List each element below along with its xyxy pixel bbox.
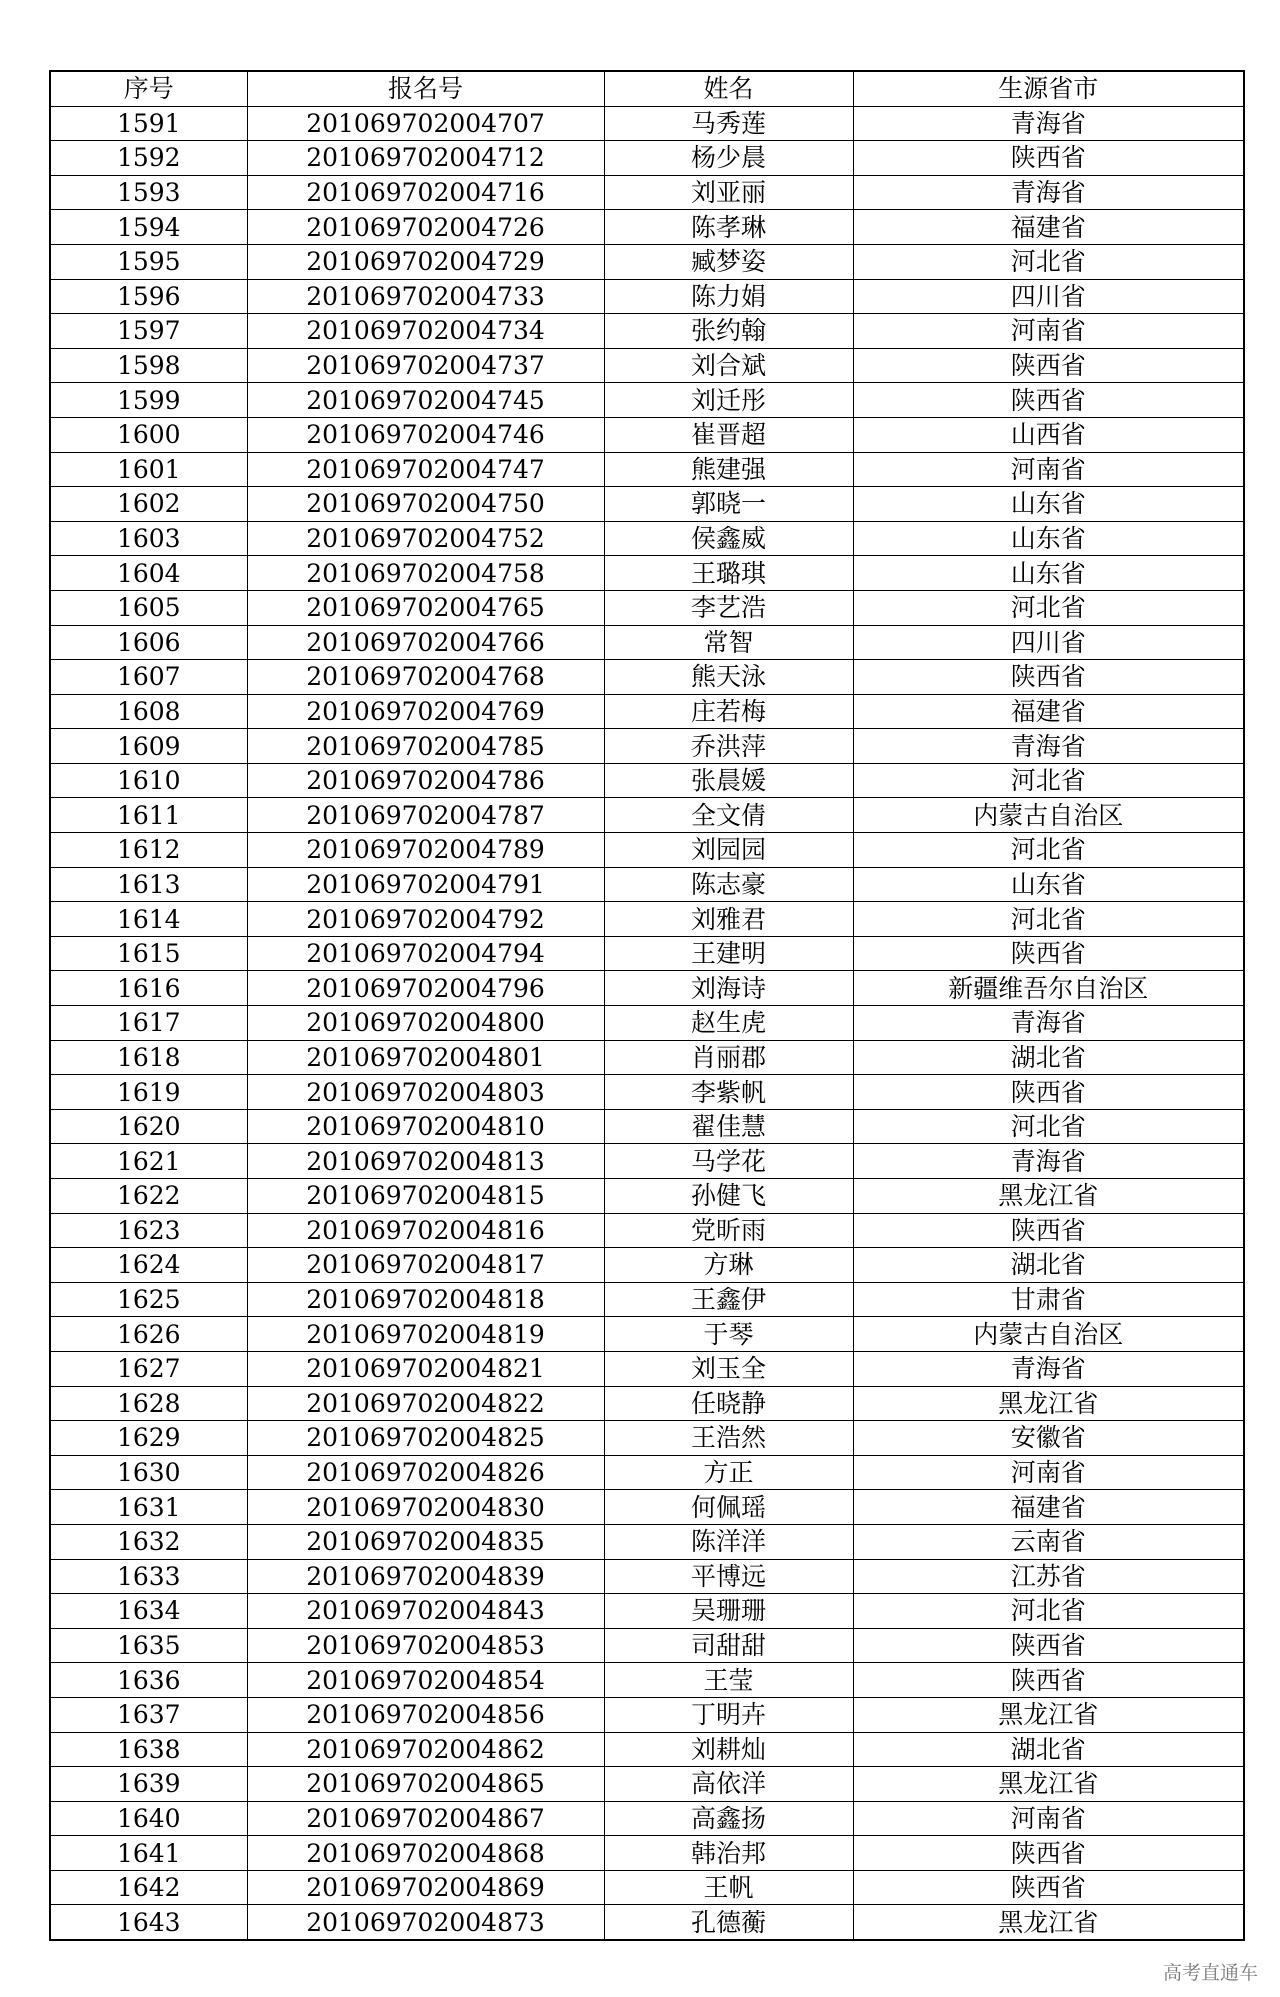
cell-name: 王莹 — [604, 1663, 853, 1698]
table-row — [50, 521, 1244, 556]
table-row — [50, 279, 1244, 314]
cell-origin-province: 青海省 — [853, 729, 1244, 764]
table-row — [50, 1282, 1244, 1317]
cell-seq: 1592 — [50, 141, 247, 176]
cell-origin-province: 黑龙江省 — [853, 1767, 1244, 1802]
cell-origin-province: 甘肃省 — [853, 1282, 1244, 1317]
header-registration-number: 报名号 — [247, 71, 604, 106]
cell-name: 臧梦姿 — [604, 244, 853, 279]
cell-registration-number: 201069702004791 — [247, 867, 604, 902]
cell-seq: 1600 — [50, 417, 247, 452]
cell-seq: 1632 — [50, 1524, 247, 1559]
cell-origin-province: 陕西省 — [853, 1870, 1244, 1905]
cell-name: 方正 — [604, 1455, 853, 1490]
table-row — [50, 833, 1244, 868]
cell-name: 陈洋洋 — [604, 1524, 853, 1559]
cell-registration-number: 201069702004746 — [247, 417, 604, 452]
table-row — [50, 1767, 1244, 1802]
table-row — [50, 1248, 1244, 1283]
table-row — [50, 1870, 1244, 1905]
table-row — [50, 1213, 1244, 1248]
cell-origin-province: 江苏省 — [853, 1559, 1244, 1594]
cell-registration-number: 201069702004816 — [247, 1213, 604, 1248]
cell-registration-number: 201069702004803 — [247, 1075, 604, 1110]
cell-name: 杨少晨 — [604, 141, 853, 176]
table-row — [50, 971, 1244, 1006]
cell-registration-number: 201069702004843 — [247, 1594, 604, 1629]
cell-seq: 1642 — [50, 1870, 247, 1905]
cell-seq: 1610 — [50, 763, 247, 798]
cell-name: 庄若梅 — [604, 694, 853, 729]
cell-registration-number: 201069702004768 — [247, 660, 604, 695]
cell-origin-province: 黑龙江省 — [853, 1179, 1244, 1214]
table-row — [50, 1075, 1244, 1110]
cell-origin-province: 山西省 — [853, 417, 1244, 452]
cell-seq: 1626 — [50, 1317, 247, 1352]
table-row — [50, 1455, 1244, 1490]
cell-name: 刘迁彤 — [604, 383, 853, 418]
cell-name: 高依洋 — [604, 1767, 853, 1802]
cell-name: 王鑫伊 — [604, 1282, 853, 1317]
table-row — [50, 867, 1244, 902]
cell-seq: 1623 — [50, 1213, 247, 1248]
cell-registration-number: 201069702004862 — [247, 1732, 604, 1767]
cell-origin-province: 河北省 — [853, 590, 1244, 625]
cell-seq: 1611 — [50, 798, 247, 833]
cell-seq: 1602 — [50, 487, 247, 522]
cell-name: 王浩然 — [604, 1421, 853, 1456]
cell-seq: 1597 — [50, 314, 247, 349]
cell-name: 孙健飞 — [604, 1179, 853, 1214]
cell-registration-number: 201069702004785 — [247, 729, 604, 764]
cell-origin-province: 青海省 — [853, 175, 1244, 210]
cell-seq: 1620 — [50, 1109, 247, 1144]
table-row — [50, 141, 1244, 176]
table-row — [50, 175, 1244, 210]
table-row — [50, 1109, 1244, 1144]
table-row — [50, 452, 1244, 487]
cell-registration-number: 201069702004750 — [247, 487, 604, 522]
table-row — [50, 902, 1244, 937]
cell-seq: 1639 — [50, 1767, 247, 1802]
admission-list-table — [49, 70, 1245, 1941]
cell-name: 乔洪萍 — [604, 729, 853, 764]
cell-seq: 1634 — [50, 1594, 247, 1629]
cell-origin-province: 福建省 — [853, 210, 1244, 245]
cell-registration-number: 201069702004789 — [247, 833, 604, 868]
cell-origin-province: 青海省 — [853, 1351, 1244, 1386]
cell-registration-number: 201069702004868 — [247, 1836, 604, 1871]
cell-origin-province: 青海省 — [853, 106, 1244, 141]
cell-name: 王建明 — [604, 936, 853, 971]
cell-name: 刘雅君 — [604, 902, 853, 937]
cell-seq: 1607 — [50, 660, 247, 695]
table-row — [50, 1421, 1244, 1456]
cell-registration-number: 201069702004801 — [247, 1040, 604, 1075]
cell-origin-province: 陕西省 — [853, 383, 1244, 418]
cell-seq: 1638 — [50, 1732, 247, 1767]
cell-origin-province: 陕西省 — [853, 1836, 1244, 1871]
cell-name: 司甜甜 — [604, 1628, 853, 1663]
cell-registration-number: 201069702004873 — [247, 1905, 604, 1940]
table-row — [50, 1559, 1244, 1594]
cell-seq: 1608 — [50, 694, 247, 729]
cell-registration-number: 201069702004766 — [247, 625, 604, 660]
cell-name: 刘玉全 — [604, 1351, 853, 1386]
header-origin-province: 生源省市 — [853, 71, 1244, 106]
cell-registration-number: 201069702004853 — [247, 1628, 604, 1663]
cell-origin-province: 河南省 — [853, 1455, 1244, 1490]
cell-seq: 1624 — [50, 1248, 247, 1283]
cell-registration-number: 201069702004818 — [247, 1282, 604, 1317]
cell-name: 何佩瑶 — [604, 1490, 853, 1525]
table-row — [50, 1697, 1244, 1732]
cell-seq: 1641 — [50, 1836, 247, 1871]
cell-origin-province: 河北省 — [853, 833, 1244, 868]
cell-name: 翟佳慧 — [604, 1109, 853, 1144]
table-row — [50, 1732, 1244, 1767]
cell-registration-number: 201069702004726 — [247, 210, 604, 245]
header-seq: 序号 — [50, 71, 247, 106]
table-row — [50, 210, 1244, 245]
cell-seq: 1637 — [50, 1697, 247, 1732]
cell-origin-province: 云南省 — [853, 1524, 1244, 1559]
cell-name: 韩治邦 — [604, 1836, 853, 1871]
cell-name: 熊天泳 — [604, 660, 853, 695]
table-row — [50, 936, 1244, 971]
cell-origin-province: 青海省 — [853, 1006, 1244, 1041]
table-row — [50, 1317, 1244, 1352]
table-row — [50, 1179, 1244, 1214]
cell-seq: 1619 — [50, 1075, 247, 1110]
cell-registration-number: 201069702004826 — [247, 1455, 604, 1490]
table-row — [50, 417, 1244, 452]
table-row — [50, 1594, 1244, 1629]
cell-seq: 1595 — [50, 244, 247, 279]
cell-origin-province: 河南省 — [853, 314, 1244, 349]
cell-origin-province: 福建省 — [853, 694, 1244, 729]
cell-registration-number: 201069702004856 — [247, 1697, 604, 1732]
table-row — [50, 1905, 1244, 1940]
cell-origin-province: 四川省 — [853, 279, 1244, 314]
cell-origin-province: 河北省 — [853, 902, 1244, 937]
cell-name: 赵生虎 — [604, 1006, 853, 1041]
cell-name: 全文倩 — [604, 798, 853, 833]
cell-registration-number: 201069702004747 — [247, 452, 604, 487]
cell-seq: 1609 — [50, 729, 247, 764]
cell-origin-province: 陕西省 — [853, 660, 1244, 695]
table-row — [50, 1628, 1244, 1663]
watermark: 高考直通车 — [1162, 1962, 1258, 1984]
cell-name: 于琴 — [604, 1317, 853, 1352]
cell-name: 方琳 — [604, 1248, 853, 1283]
header-name: 姓名 — [604, 71, 853, 106]
cell-origin-province: 河北省 — [853, 763, 1244, 798]
table-row — [50, 660, 1244, 695]
cell-origin-province: 河北省 — [853, 244, 1244, 279]
cell-registration-number: 201069702004819 — [247, 1317, 604, 1352]
cell-registration-number: 201069702004867 — [247, 1801, 604, 1836]
cell-name: 李紫帆 — [604, 1075, 853, 1110]
cell-registration-number: 201069702004792 — [247, 902, 604, 937]
cell-registration-number: 201069702004815 — [247, 1179, 604, 1214]
cell-name: 刘园园 — [604, 833, 853, 868]
cell-seq: 1633 — [50, 1559, 247, 1594]
table-row — [50, 1524, 1244, 1559]
cell-origin-province: 新疆维吾尔自治区 — [853, 971, 1244, 1006]
cell-registration-number: 201069702004865 — [247, 1767, 604, 1802]
cell-seq: 1591 — [50, 106, 247, 141]
cell-seq: 1629 — [50, 1421, 247, 1456]
cell-seq: 1636 — [50, 1663, 247, 1698]
cell-seq: 1617 — [50, 1006, 247, 1041]
cell-registration-number: 201069702004734 — [247, 314, 604, 349]
table-row — [50, 1386, 1244, 1421]
cell-seq: 1615 — [50, 936, 247, 971]
cell-seq: 1593 — [50, 175, 247, 210]
cell-seq: 1616 — [50, 971, 247, 1006]
table-row — [50, 314, 1244, 349]
cell-registration-number: 201069702004794 — [247, 936, 604, 971]
table-row — [50, 487, 1244, 522]
cell-name: 丁明卉 — [604, 1697, 853, 1732]
cell-name: 张约翰 — [604, 314, 853, 349]
cell-name: 李艺浩 — [604, 590, 853, 625]
cell-seq: 1594 — [50, 210, 247, 245]
cell-registration-number: 201069702004769 — [247, 694, 604, 729]
cell-registration-number: 201069702004733 — [247, 279, 604, 314]
cell-registration-number: 201069702004787 — [247, 798, 604, 833]
cell-seq: 1631 — [50, 1490, 247, 1525]
cell-origin-province: 河南省 — [853, 452, 1244, 487]
cell-origin-province: 四川省 — [853, 625, 1244, 660]
cell-origin-province: 福建省 — [853, 1490, 1244, 1525]
cell-registration-number: 201069702004813 — [247, 1144, 604, 1179]
cell-name: 肖丽郡 — [604, 1040, 853, 1075]
table-row — [50, 1663, 1244, 1698]
cell-name: 马学花 — [604, 1144, 853, 1179]
cell-seq: 1596 — [50, 279, 247, 314]
table-row — [50, 106, 1244, 141]
table-row — [50, 590, 1244, 625]
table-row — [50, 348, 1244, 383]
cell-origin-province: 内蒙古自治区 — [853, 798, 1244, 833]
cell-registration-number: 201069702004869 — [247, 1870, 604, 1905]
cell-origin-province: 山东省 — [853, 867, 1244, 902]
cell-origin-province: 黑龙江省 — [853, 1697, 1244, 1732]
cell-origin-province: 陕西省 — [853, 1075, 1244, 1110]
cell-registration-number: 201069702004854 — [247, 1663, 604, 1698]
cell-origin-province: 山东省 — [853, 556, 1244, 591]
cell-origin-province: 陕西省 — [853, 141, 1244, 176]
cell-origin-province: 陕西省 — [853, 348, 1244, 383]
cell-origin-province: 陕西省 — [853, 1213, 1244, 1248]
cell-name: 马秀莲 — [604, 106, 853, 141]
table-row — [50, 1040, 1244, 1075]
cell-registration-number: 201069702004835 — [247, 1524, 604, 1559]
cell-registration-number: 201069702004758 — [247, 556, 604, 591]
cell-name: 刘海诗 — [604, 971, 853, 1006]
cell-name: 平博远 — [604, 1559, 853, 1594]
cell-name: 王帆 — [604, 1870, 853, 1905]
cell-origin-province: 黑龙江省 — [853, 1905, 1244, 1940]
cell-seq: 1601 — [50, 452, 247, 487]
cell-name: 任晓静 — [604, 1386, 853, 1421]
table-row — [50, 694, 1244, 729]
cell-seq: 1625 — [50, 1282, 247, 1317]
cell-seq: 1613 — [50, 867, 247, 902]
table-row — [50, 763, 1244, 798]
cell-name: 熊建强 — [604, 452, 853, 487]
cell-name: 党昕雨 — [604, 1213, 853, 1248]
table-row — [50, 1144, 1244, 1179]
cell-registration-number: 201069702004796 — [247, 971, 604, 1006]
cell-name: 王璐琪 — [604, 556, 853, 591]
cell-origin-province: 湖北省 — [853, 1040, 1244, 1075]
cell-seq: 1630 — [50, 1455, 247, 1490]
cell-seq: 1606 — [50, 625, 247, 660]
cell-origin-province: 黑龙江省 — [853, 1386, 1244, 1421]
cell-seq: 1618 — [50, 1040, 247, 1075]
cell-name: 刘亚丽 — [604, 175, 853, 210]
cell-registration-number: 201069702004810 — [247, 1109, 604, 1144]
cell-origin-province: 青海省 — [853, 1144, 1244, 1179]
cell-registration-number: 201069702004729 — [247, 244, 604, 279]
cell-registration-number: 201069702004786 — [247, 763, 604, 798]
cell-name: 郭晓一 — [604, 487, 853, 522]
cell-registration-number: 201069702004839 — [247, 1559, 604, 1594]
cell-seq: 1605 — [50, 590, 247, 625]
table-row — [50, 1351, 1244, 1386]
cell-registration-number: 201069702004817 — [247, 1248, 604, 1283]
cell-name: 吴珊珊 — [604, 1594, 853, 1629]
cell-origin-province: 山东省 — [853, 487, 1244, 522]
cell-origin-province: 安徽省 — [853, 1421, 1244, 1456]
cell-seq: 1621 — [50, 1144, 247, 1179]
cell-seq: 1635 — [50, 1628, 247, 1663]
table-row — [50, 556, 1244, 591]
cell-registration-number: 201069702004752 — [247, 521, 604, 556]
cell-registration-number: 201069702004707 — [247, 106, 604, 141]
table-row — [50, 1801, 1244, 1836]
cell-origin-province: 河南省 — [853, 1801, 1244, 1836]
cell-name: 侯鑫威 — [604, 521, 853, 556]
table-row — [50, 1836, 1244, 1871]
cell-origin-province: 陕西省 — [853, 1628, 1244, 1663]
cell-registration-number: 201069702004822 — [247, 1386, 604, 1421]
cell-origin-province: 湖北省 — [853, 1248, 1244, 1283]
table-header-row — [50, 71, 1244, 106]
cell-seq: 1599 — [50, 383, 247, 418]
cell-origin-province: 河北省 — [853, 1594, 1244, 1629]
table-row — [50, 1490, 1244, 1525]
cell-registration-number: 201069702004745 — [247, 383, 604, 418]
cell-seq: 1614 — [50, 902, 247, 937]
cell-registration-number: 201069702004800 — [247, 1006, 604, 1041]
table-row — [50, 729, 1244, 764]
table-row — [50, 383, 1244, 418]
cell-name: 陈力娟 — [604, 279, 853, 314]
cell-seq: 1622 — [50, 1179, 247, 1214]
cell-registration-number: 201069702004737 — [247, 348, 604, 383]
cell-origin-province: 湖北省 — [853, 1732, 1244, 1767]
cell-registration-number: 201069702004716 — [247, 175, 604, 210]
cell-name: 刘耕灿 — [604, 1732, 853, 1767]
table-row — [50, 625, 1244, 660]
cell-seq: 1604 — [50, 556, 247, 591]
table-row — [50, 798, 1244, 833]
table-row — [50, 1006, 1244, 1041]
cell-name: 陈志豪 — [604, 867, 853, 902]
cell-origin-province: 河北省 — [853, 1109, 1244, 1144]
cell-name: 刘合斌 — [604, 348, 853, 383]
cell-origin-province: 陕西省 — [853, 1663, 1244, 1698]
cell-registration-number: 201069702004830 — [247, 1490, 604, 1525]
cell-name: 陈孝琳 — [604, 210, 853, 245]
cell-seq: 1598 — [50, 348, 247, 383]
cell-seq: 1612 — [50, 833, 247, 868]
cell-seq: 1603 — [50, 521, 247, 556]
cell-origin-province: 陕西省 — [853, 936, 1244, 971]
cell-seq: 1643 — [50, 1905, 247, 1940]
cell-name: 崔晋超 — [604, 417, 853, 452]
cell-seq: 1627 — [50, 1351, 247, 1386]
cell-name: 常智 — [604, 625, 853, 660]
cell-seq: 1628 — [50, 1386, 247, 1421]
cell-registration-number: 201069702004712 — [247, 141, 604, 176]
table-row — [50, 244, 1244, 279]
cell-name: 高鑫扬 — [604, 1801, 853, 1836]
cell-registration-number: 201069702004821 — [247, 1351, 604, 1386]
cell-name: 张晨媛 — [604, 763, 853, 798]
cell-registration-number: 201069702004765 — [247, 590, 604, 625]
cell-name: 孔德蘅 — [604, 1905, 853, 1940]
cell-seq: 1640 — [50, 1801, 247, 1836]
cell-origin-province: 内蒙古自治区 — [853, 1317, 1244, 1352]
cell-origin-province: 山东省 — [853, 521, 1244, 556]
cell-registration-number: 201069702004825 — [247, 1421, 604, 1456]
